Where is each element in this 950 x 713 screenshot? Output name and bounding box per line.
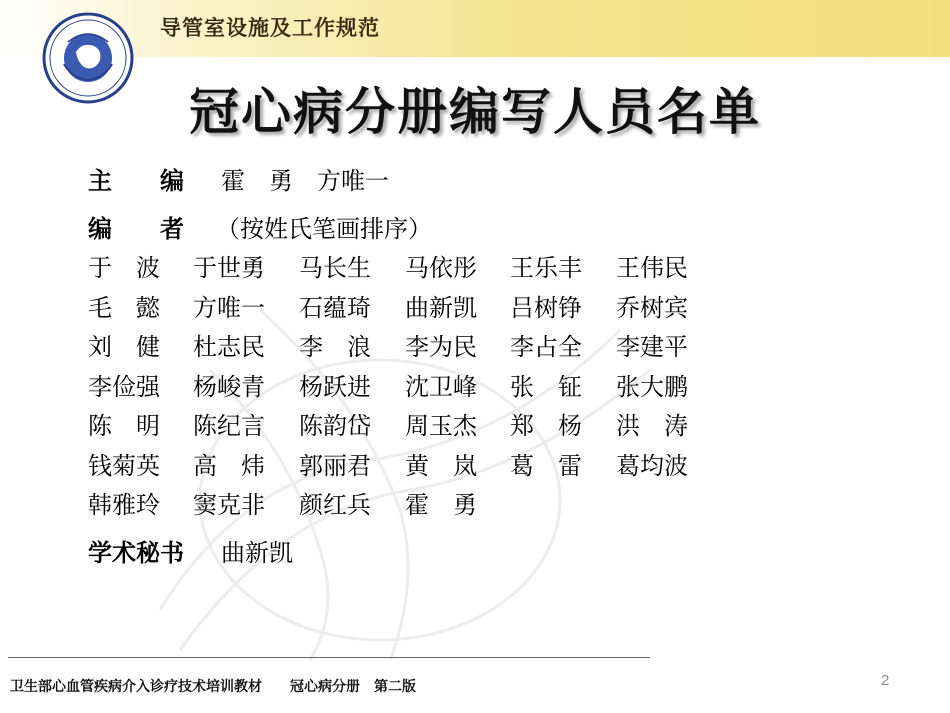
editor-name: 洪 涛 [616, 412, 688, 440]
editor-name: 杨跃进 [299, 372, 371, 401]
page-title: 冠心病分册编写人员名单 [189, 83, 761, 141]
editor-name: 吕树铮 [510, 293, 582, 322]
editor-name: 张大鹏 [616, 372, 688, 401]
footer-divider [8, 657, 650, 658]
editor-in-chief-names: 霍 勇 方唯一 [221, 167, 389, 195]
editor-name: 李建平 [616, 333, 688, 361]
header-title: 导管室设施及工作规范 [160, 16, 380, 40]
editor-name: 李俭强 [88, 372, 160, 401]
editor-name: 张 钲 [510, 372, 582, 401]
editor-name: 王乐丰 [510, 254, 582, 282]
editor-name: 马依彤 [405, 254, 477, 282]
editor-name: 李 浪 [299, 333, 371, 361]
editor-name: 乔树宾 [616, 293, 688, 322]
editor-name: 钱菊英 [88, 451, 160, 480]
editor-name: 颜红兵 [299, 491, 371, 519]
secretary-names: 曲新凯 [221, 539, 293, 567]
editor-name: 霍 勇 [405, 491, 477, 519]
editor-name: 郭丽君 [299, 451, 371, 480]
editor-name: 杨峻青 [193, 372, 265, 401]
editor-name: 毛 懿 [88, 293, 160, 322]
page-number: 2 [881, 672, 890, 689]
editor-name: 杜志民 [193, 333, 265, 361]
editors-note: （按姓氏笔画排序） [216, 215, 432, 243]
editor-name: 于世勇 [193, 254, 265, 282]
editor-in-chief-label: 主 编 [88, 167, 184, 195]
footer-text: 卫生部心血管疾病介入诊疗技术培训教材 冠心病分册 第二版 [10, 679, 416, 695]
editor-name: 方唯一 [193, 293, 265, 322]
editor-name: 窦克非 [193, 491, 265, 519]
editor-name: 韩雅玲 [88, 491, 160, 519]
editor-name: 沈卫峰 [405, 372, 477, 401]
editor-name: 黄 岚 [405, 451, 477, 480]
editor-name: 王伟民 [616, 254, 688, 282]
editor-name: 石蕴琦 [299, 293, 371, 322]
secretary-label: 学术秘书 [88, 539, 184, 567]
editor-name: 葛均波 [616, 451, 688, 480]
editor-name: 葛 雷 [510, 451, 582, 480]
editor-name: 李占全 [510, 333, 582, 361]
editor-name: 于 波 [88, 254, 160, 282]
editor-name: 陈 明 [88, 412, 160, 440]
editor-name: 刘 健 [88, 333, 160, 361]
editor-name: 陈韵岱 [299, 412, 371, 440]
editor-name: 郑 杨 [510, 412, 582, 440]
editor-name: 曲新凯 [405, 293, 477, 322]
editor-name: 马长生 [299, 254, 371, 282]
header-band [0, 0, 950, 57]
editors-label: 编 者 [88, 215, 184, 243]
editor-name: 李为民 [405, 333, 477, 361]
editor-name: 陈纪言 [193, 412, 265, 440]
editor-name: 周玉杰 [405, 412, 477, 440]
editor-name: 高 炜 [193, 451, 265, 480]
